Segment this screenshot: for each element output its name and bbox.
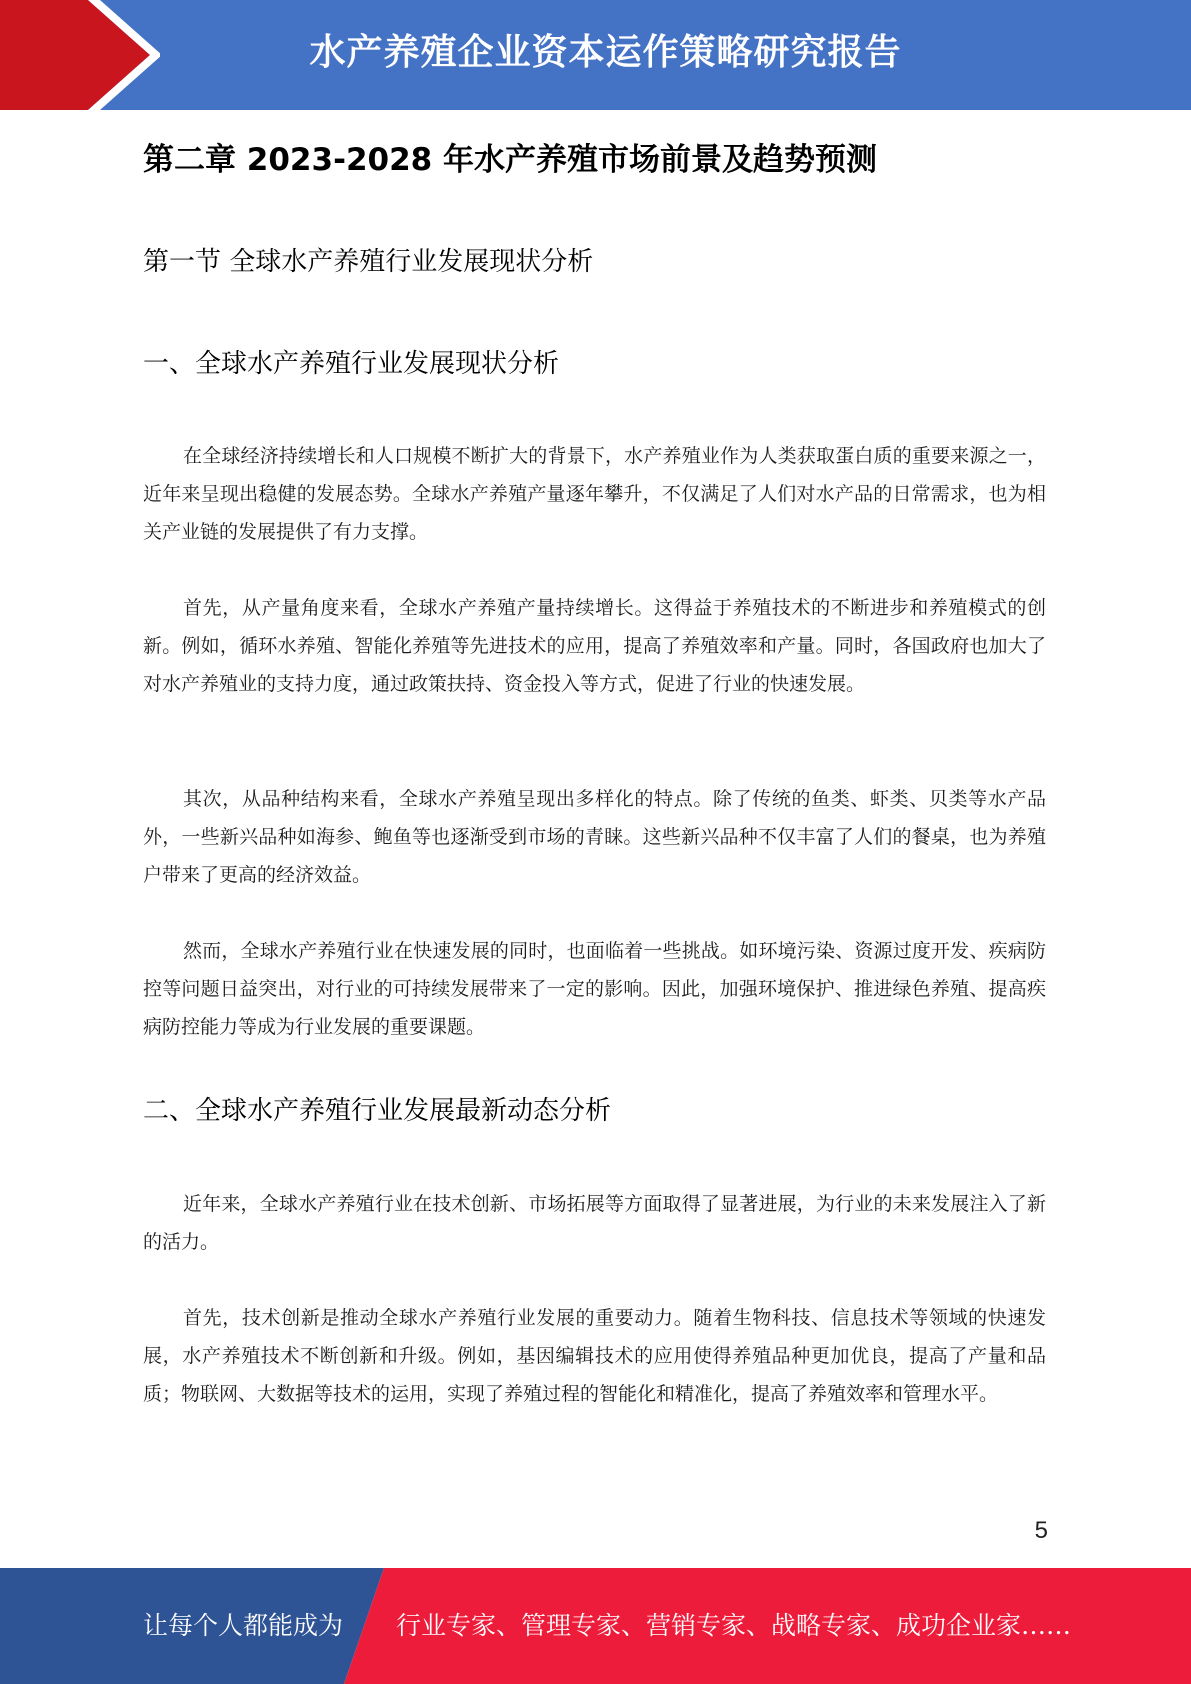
paragraph: 其次，从品种结构来看，全球水产养殖呈现出多样化的特点。除了传统的鱼类、虾类、贝类等水产品外，一些新兴品种如海参、鲍鱼等也逐渐受到市场的青睐。这些新兴品种不仅丰富了人们的餐桌，也为养殖户带来了更高的经济效益。	[143, 788, 1046, 886]
page-footer	[0, 1568, 1191, 1684]
paragraph: 近年来，全球水产养殖行业在技术创新、市场拓展等方面取得了显著进展，为行业的未来发展注入了新的活力。	[143, 1193, 1046, 1253]
footer-slogan-right: 行业专家、管理专家、营销专家、战略专家、成功企业家……	[396, 1611, 1072, 1640]
page-header	[0, 0, 1191, 110]
report-title: 水产养殖企业资本运作策略研究报告	[309, 32, 902, 73]
footer-slogan-left: 让每个人都能成为	[143, 1611, 344, 1640]
paragraph: 在全球经济持续增长和人口规模不断扩大的背景下，水产养殖业作为人类获取蛋白质的重要来源之一，近年来呈现出稳健的发展态势。全球水产养殖产量逐年攀升，不仅满足了人们对水产品的日常需求，也为相关产业链的发展提供了有力支撑。	[143, 445, 1046, 543]
chapter-title: 第二章 2023-2028 年水产养殖市场前景及趋势预测	[143, 142, 878, 178]
paragraph: 首先，技术创新是推动全球水产养殖行业发展的重要动力。随着生物科技、信息技术等领域的快速发展，水产养殖技术不断创新和升级。例如，基因编辑技术的应用使得养殖品种更加优良，提高了产量和品质；物联网、大数据等技术的运用，实现了养殖过程的智能化和精准化，提高了养殖效率和管理水平。	[143, 1307, 1046, 1405]
paragraph: 然而，全球水产养殖行业在快速发展的同时，也面临着一些挑战。如环境污染、资源过度开发、疾病防控等问题日益突出，对行业的可持续发展带来了一定的影响。因此，加强环境保护、推进绿色养殖、提高疾病防控能力等成为行业发展的重要课题。	[143, 940, 1046, 1038]
subsection-1-title: 一、全球水产养殖行业发展现状分析	[143, 349, 560, 379]
section-title: 第一节 全球水产养殖行业发展现状分析	[143, 247, 594, 277]
subsection-2-title: 二、全球水产养殖行业发展最新动态分析	[143, 1096, 612, 1126]
page-number: 5	[1034, 1517, 1048, 1544]
paragraph: 首先，从产量角度来看，全球水产养殖产量持续增长。这得益于养殖技术的不断进步和养殖模式的创新。例如，循环水养殖、智能化养殖等先进技术的应用，提高了养殖效率和产量。同时，各国政府也加大了对水产养殖业的支持力度，通过政策扶持、资金投入等方式，促进了行业的快速发展。	[143, 597, 1046, 695]
